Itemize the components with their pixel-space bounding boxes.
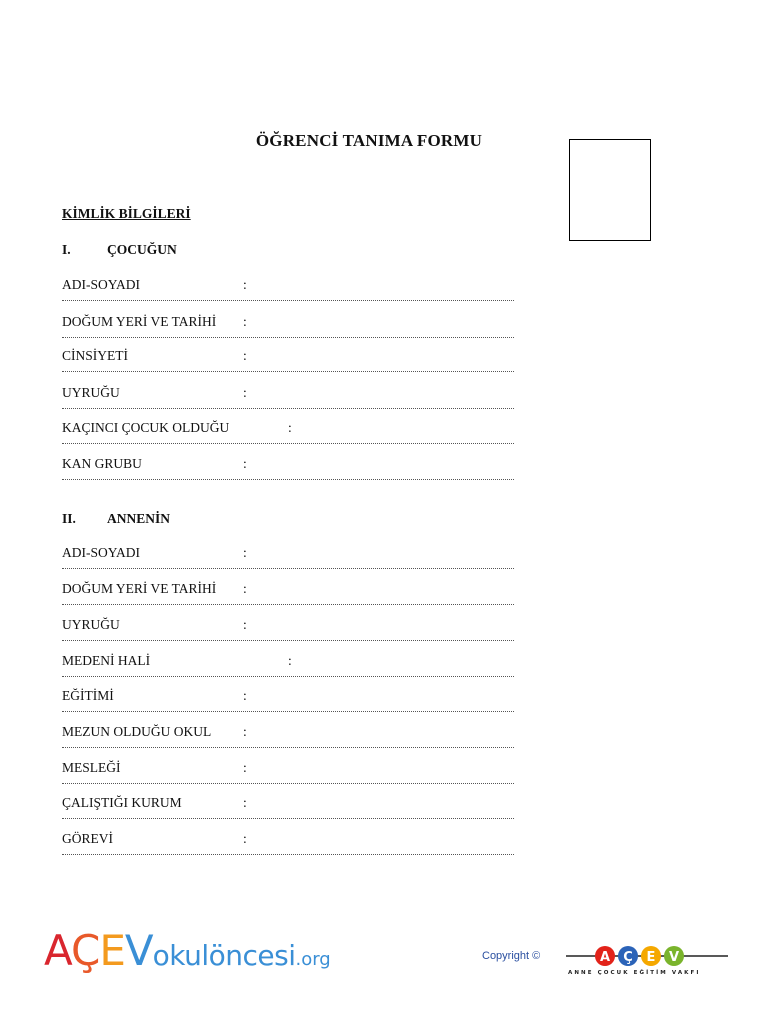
logo-letter-c: Ç [71, 926, 100, 975]
field-row [62, 724, 514, 760]
field-row [62, 581, 514, 617]
mother-group-heading [62, 511, 170, 527]
field-label: ADI-SOYADI [62, 545, 140, 560]
form-title: ÖĞRENCİ TANIMA FORMU [255, 131, 483, 150]
field-input-line[interactable] [62, 337, 514, 338]
acev-circle-letter: Ç [623, 950, 633, 965]
field-row [62, 277, 514, 313]
field-row [62, 760, 514, 796]
field-label: ADI-SOYADI [62, 277, 140, 292]
acev-circle-letter: A [599, 950, 611, 965]
field-input-line[interactable] [62, 640, 514, 641]
acev-foundation-logo [566, 938, 728, 986]
logo-suffix: .org [295, 949, 331, 970]
field-input-line[interactable] [62, 711, 514, 712]
field-colon: : [243, 277, 247, 292]
field-row [62, 653, 514, 689]
field-colon: : [243, 617, 247, 632]
child-group-label: ÇOCUĞUN [107, 242, 177, 257]
field-colon: : [243, 348, 247, 363]
field-label: DOĞUM YERİ VE TARİHİ [62, 314, 217, 329]
field-input-line[interactable] [62, 747, 514, 748]
acev-circle-letter: V [668, 950, 680, 965]
field-input-line[interactable] [62, 568, 514, 569]
field-colon: : [243, 314, 247, 329]
field-colon: : [243, 688, 247, 703]
field-input-line[interactable] [62, 676, 514, 677]
acev-circle-letter: E [646, 950, 656, 965]
field-label: UYRUĞU [62, 385, 120, 400]
field-row [62, 688, 514, 724]
logo-letter-v: V [124, 926, 153, 975]
field-input-line[interactable] [62, 479, 514, 480]
field-input-line[interactable] [62, 443, 514, 444]
logo-letter-a: A [44, 926, 71, 975]
field-label: KAÇINCI ÇOCUK OLDUĞU [62, 420, 230, 435]
field-colon: : [243, 760, 247, 775]
field-input-line[interactable] [62, 408, 514, 409]
field-input-line[interactable] [62, 371, 514, 372]
field-colon: : [288, 420, 292, 435]
mother-group-number: II. [62, 511, 76, 526]
logo-letter-e: E [99, 926, 125, 975]
field-input-line[interactable] [62, 300, 514, 301]
child-group-heading [62, 242, 177, 258]
acev-caption: ANNE ÇOCUK EĞİTİM VAKFI [568, 970, 701, 976]
field-row [62, 348, 514, 384]
field-label: GÖREVİ [62, 831, 113, 846]
field-input-line[interactable] [62, 783, 514, 784]
section-title: KİMLİK BİLGİLERİ [62, 206, 191, 221]
field-colon: : [243, 545, 247, 560]
field-label: EĞİTİMİ [62, 688, 114, 703]
field-row [62, 420, 514, 456]
photo-box [569, 139, 651, 241]
mother-group-label: ANNENİN [107, 511, 171, 526]
field-colon: : [243, 456, 247, 471]
child-group-number: I. [62, 242, 71, 257]
field-label: MESLEĞİ [62, 760, 121, 775]
field-colon: : [243, 581, 247, 596]
field-row [62, 456, 514, 492]
field-input-line[interactable] [62, 818, 514, 819]
field-row [62, 795, 514, 831]
field-colon: : [243, 724, 247, 739]
field-colon: : [243, 795, 247, 810]
field-input-line[interactable] [62, 604, 514, 605]
field-label: KAN GRUBU [62, 456, 142, 471]
field-label: MEDENİ HALİ [62, 653, 151, 668]
field-row [62, 617, 514, 653]
acev-okuloncesi-logo[interactable] [44, 926, 331, 986]
field-input-line[interactable] [62, 854, 514, 855]
field-colon: : [288, 653, 292, 668]
field-colon: : [243, 385, 247, 400]
field-label: CİNSİYETİ [62, 348, 128, 363]
field-row [62, 831, 514, 867]
field-row [62, 545, 514, 581]
copyright-text: Copyright © [482, 950, 541, 962]
field-row [62, 314, 514, 350]
field-label: MEZUN OLDUĞU OKUL [62, 724, 212, 739]
field-label: DOĞUM YERİ VE TARİHİ [62, 581, 217, 596]
field-label: UYRUĞU [62, 617, 120, 632]
logo-word: okulöncesi [152, 939, 296, 972]
field-label: ÇALIŞTIĞI KURUM [62, 795, 182, 810]
field-row [62, 385, 514, 421]
field-colon: : [243, 831, 247, 846]
